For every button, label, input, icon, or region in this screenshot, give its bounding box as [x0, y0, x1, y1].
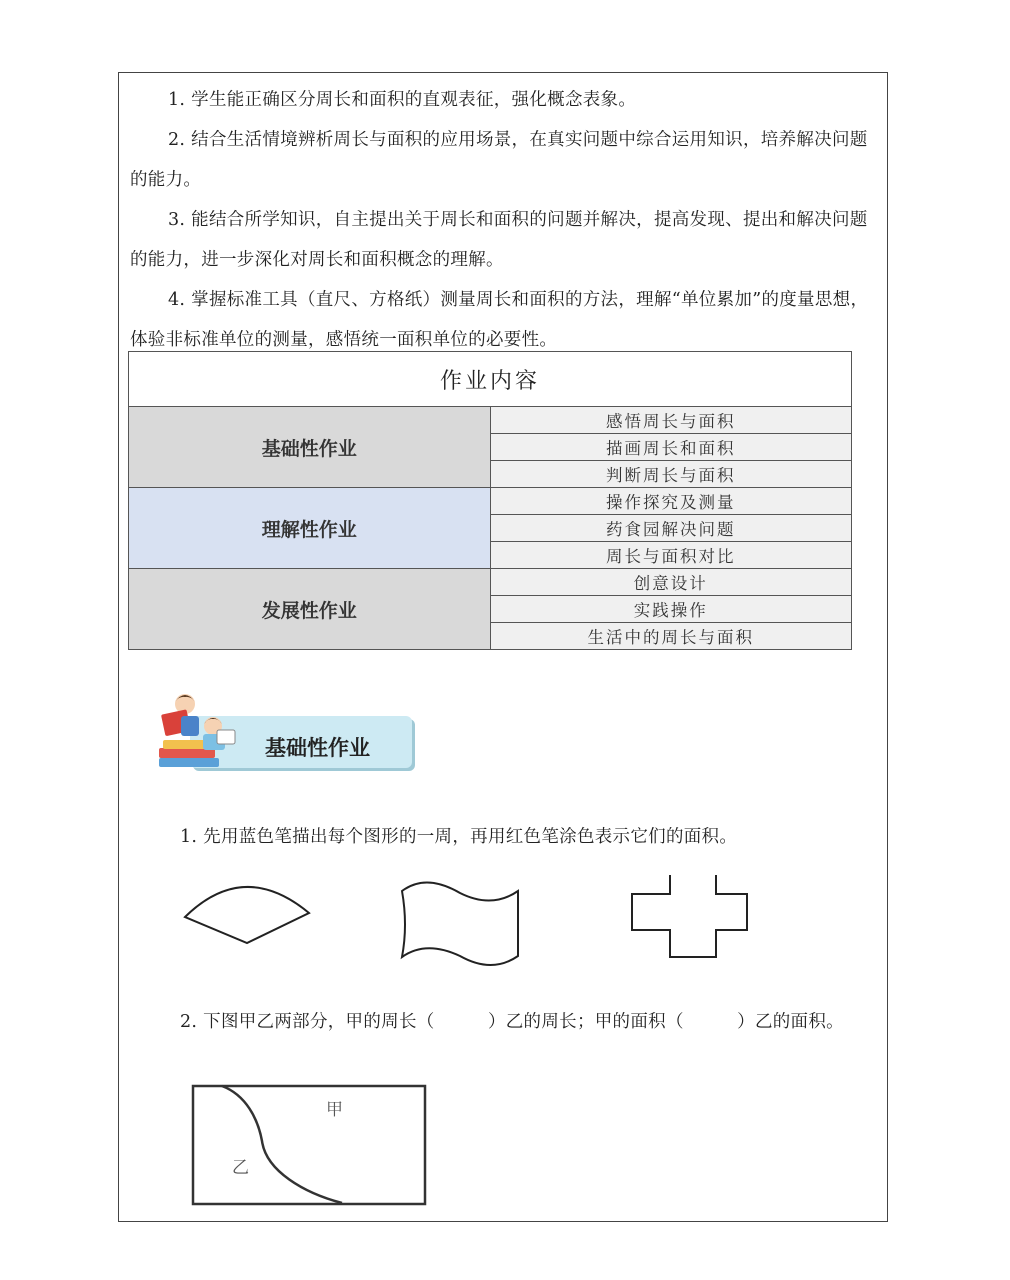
table-item: 药食园解决问题	[490, 515, 852, 542]
homework-table	[128, 351, 852, 650]
table-item: 实践操作	[490, 596, 852, 623]
table-item: 描画周长和面积	[490, 434, 852, 461]
table-item: 感悟周长与面积	[490, 407, 852, 434]
fan-shape	[185, 887, 309, 943]
table-item: 创意设计	[490, 569, 852, 596]
category-basic: 基础性作业	[129, 407, 491, 488]
label-yi: 乙	[232, 1158, 249, 1178]
section-banner	[155, 690, 417, 785]
table-header: 作业内容	[129, 352, 852, 407]
question-1-shapes	[180, 875, 760, 970]
banner-title: 基础性作业	[265, 736, 370, 760]
objective-2: 2. 结合生活情境辨析周长与面积的应用场景，在真实问题中综合运用知识，培养解决问题的能力。	[130, 130, 868, 190]
table-item: 生活中的周长与面积	[490, 623, 852, 650]
cross-shape	[632, 875, 747, 957]
wave-shape	[402, 882, 518, 965]
table-item: 周长与面积对比	[490, 542, 852, 569]
objective-4: 4. 掌握标准工具（直尺、方格纸）测量周长和面积的方法，理解“单位累加”的度量思想，体验非标准单位的测量，感悟统一面积单位的必要性。	[130, 290, 869, 350]
question-1: 1. 先用蓝色笔描出每个图形的一周，再用红色笔涂色表示它们的面积。	[180, 827, 738, 847]
question-2: 2. 下图甲乙两部分，甲的周长（ ）乙的周长；甲的面积（ ）乙的面积。	[180, 1012, 844, 1032]
objectives	[130, 80, 882, 360]
objective-1: 1. 学生能正确区分周长和面积的直观表征，强化概念表象。	[168, 90, 637, 110]
reading-kids-icon	[155, 690, 245, 780]
table-item: 判断周长与面积	[490, 461, 852, 488]
label-jia: 甲	[326, 1100, 343, 1120]
category-understanding: 理解性作业	[129, 488, 491, 569]
question-2-figure	[186, 1075, 431, 1210]
table-item: 操作探究及测量	[490, 488, 852, 515]
category-development: 发展性作业	[129, 569, 491, 650]
objective-3: 3. 能结合所学知识，自主提出关于周长和面积的问题并解决，提高发现、提出和解决问题的能力，进一步深化对周长和面积概念的理解。	[130, 210, 868, 270]
